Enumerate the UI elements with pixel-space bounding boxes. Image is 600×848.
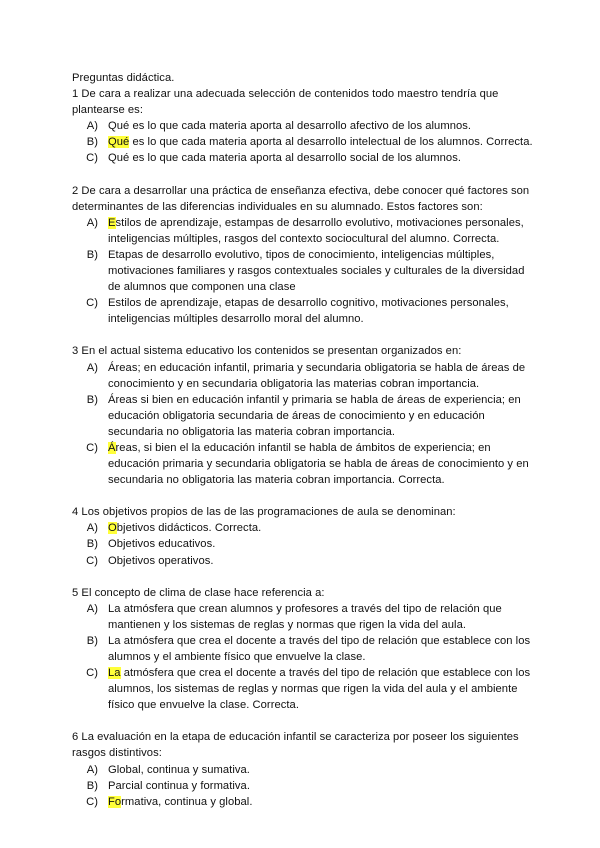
option-line-rest: bjetivos didácticos. Correcta. xyxy=(116,522,262,535)
question-text: 2 De cara a desarrollar una práctica de enseñanza efectiva, debe conocer qué factores son xyxy=(72,184,530,197)
option-line xyxy=(108,665,532,681)
document-page xyxy=(72,70,532,826)
question-block xyxy=(72,343,532,488)
option-text xyxy=(108,215,532,247)
option-line: secundaria no obligatoria las materia cobran importancia. xyxy=(108,425,396,438)
answer-option xyxy=(72,601,532,633)
option-label: C) xyxy=(86,297,98,310)
option-text xyxy=(108,150,532,166)
option-text xyxy=(108,247,532,295)
answer-option xyxy=(72,360,532,392)
question-block xyxy=(72,183,532,328)
question-text: 6 La evaluación en la etapa de educación infantil se caracteriza por poseer los siguientes xyxy=(72,731,519,744)
answer-option xyxy=(72,150,532,166)
option-line: Áreas; en educación infantil, primaria y secundaria obligatoria se habla de áreas de xyxy=(108,361,526,374)
option-label: A) xyxy=(86,522,98,535)
option-label: B) xyxy=(86,779,98,792)
answer-option xyxy=(72,553,532,569)
option-text xyxy=(108,778,532,794)
answer-option xyxy=(72,134,532,150)
question-list xyxy=(72,86,532,810)
question-text: determinantes de las diferencias individuales en su alumnado. Estos factores son: xyxy=(72,200,483,213)
option-text xyxy=(108,633,532,665)
option-line: Qué es lo que cada materia aporta al desarrollo social de los alumnos. xyxy=(108,152,461,165)
answer-option xyxy=(72,247,532,295)
option-line: inteligencias múltiples desarrollo moral del alumno. xyxy=(108,313,364,326)
option-line: Estilos de aprendizaje, etapas de desarrollo cognitivo, motivaciones personales, xyxy=(108,297,509,310)
option-line: Objetivos operativos. xyxy=(108,554,214,567)
option-line xyxy=(108,440,532,456)
answer-option xyxy=(72,295,532,327)
answer-option xyxy=(72,118,532,134)
option-text xyxy=(108,520,532,536)
answer-option xyxy=(72,665,532,713)
option-text xyxy=(108,134,533,150)
answer-option xyxy=(72,536,532,552)
highlight-mark: O xyxy=(108,522,117,535)
option-line-rest: reas, si bien el la educación infantil se habla de ámbitos de experiencia; en xyxy=(115,441,491,454)
option-text xyxy=(108,665,532,713)
option-line-rest: stilos de aprendizaje, estampas de desarrollo evolutivo, motivaciones personales, xyxy=(115,216,524,229)
option-label: B) xyxy=(86,136,98,149)
option-line: Etapas de desarrollo evolutivo, tipos de conocimiento, inteligencias múltiples, xyxy=(108,248,495,261)
highlight-mark: Qué xyxy=(108,136,130,149)
option-label: B) xyxy=(86,393,98,406)
question-text: 4 Los objetivos propios de las de las programaciones de aula se denominan: xyxy=(72,506,456,519)
answer-option xyxy=(72,520,532,536)
option-line: Objetivos educativos. xyxy=(108,538,216,551)
option-line: de alumnos que componen una clase xyxy=(108,281,296,294)
highlight-mark: E xyxy=(108,216,116,229)
option-line: alumnos, los sistemas de reglas y normas que rigen la vida del aula y el ambiente xyxy=(108,683,518,696)
option-line-rest: rmativa, continua y global. xyxy=(121,795,253,808)
option-line: mantienen y los sistemas de reglas y normas que rigen la vida del aula. xyxy=(108,618,467,631)
answer-option xyxy=(72,392,532,440)
option-line: educación primaria y secundaria obligatoria se habla de áreas de conocimiento y en xyxy=(108,458,529,471)
option-text xyxy=(108,536,532,552)
option-text xyxy=(108,295,532,327)
answer-option xyxy=(72,215,532,247)
option-line xyxy=(108,794,532,810)
option-label: A) xyxy=(86,763,98,776)
option-line xyxy=(108,215,532,231)
option-line: Global, continua y sumativa. xyxy=(108,763,250,776)
option-label: A) xyxy=(86,216,98,229)
option-text xyxy=(108,601,532,633)
answer-option xyxy=(72,794,532,810)
option-text xyxy=(108,762,532,778)
option-line: motivaciones familiares y rasgos contextuales sociales y culturales de la diversidad xyxy=(108,265,525,278)
option-text xyxy=(108,118,532,134)
question-text: rasgos distintivos: xyxy=(72,747,162,760)
question-text: plantearse es: xyxy=(72,104,143,117)
answer-option xyxy=(72,778,532,794)
option-label: C) xyxy=(86,152,98,165)
question-text: 3 En el actual sistema educativo los contenidos se presentan organizados en: xyxy=(72,345,462,358)
option-label: C) xyxy=(86,795,98,808)
option-line: conocimiento y en secundaria obligatoria las materias cobran importancia. xyxy=(108,377,480,390)
answer-option xyxy=(72,762,532,778)
option-line: Parcial continua y formativa. xyxy=(108,779,250,792)
option-line: educación obligatoria secundaria de áreas de conocimiento y en educación xyxy=(108,409,485,422)
option-line xyxy=(108,520,532,536)
option-line: Áreas si bien en educación infantil y primaria se habla de áreas de experiencia; en xyxy=(108,393,521,406)
option-line: alumnos y el ambiente físico que envuelve la clase. xyxy=(108,651,366,663)
option-line-rest: es lo que cada materia aporta al desarrollo intelectual de los alumnos. Correcta. xyxy=(129,136,533,149)
page-title: Preguntas didáctica. xyxy=(72,72,175,84)
option-label: B) xyxy=(86,538,98,551)
question-block xyxy=(72,729,532,809)
option-text xyxy=(108,360,532,392)
option-label: B) xyxy=(86,248,98,261)
option-label: C) xyxy=(86,554,98,567)
question-block xyxy=(72,585,532,714)
highlight-mark: Á xyxy=(108,441,116,454)
option-line: secundaria no obligatoria las materia cobran importancia. Correcta. xyxy=(108,474,445,487)
question-text: 5 El concepto de clima de clase hace referencia a: xyxy=(72,586,325,599)
question-block xyxy=(72,504,532,568)
option-label: B) xyxy=(86,634,98,647)
question-text: 1 De cara a realizar una adecuada selección de contenidos todo maestro tendría que xyxy=(72,88,499,101)
question-block xyxy=(72,86,532,166)
answer-option xyxy=(72,440,532,488)
option-label: A) xyxy=(86,120,98,133)
option-line-rest: atmósfera que crea el docente a través del tipo de relación que establece con los xyxy=(120,667,531,680)
highlight-mark: Fo xyxy=(108,795,122,808)
option-text xyxy=(108,553,532,569)
option-text xyxy=(108,440,532,488)
option-line: Qué es lo que cada materia aporta al desarrollo afectivo de los alumnos. xyxy=(108,120,472,133)
option-text xyxy=(108,794,532,810)
option-line: La atmósfera que crean alumnos y profesores a través del tipo de relación que xyxy=(108,602,502,615)
option-label: C) xyxy=(86,441,98,454)
option-line: La atmósfera que crea el docente a través del tipo de relación que establece con los xyxy=(108,634,531,647)
option-label: A) xyxy=(86,361,98,374)
option-line xyxy=(108,134,533,150)
answer-option xyxy=(72,633,532,665)
option-line: físico que envuelve la clase. Correcta. xyxy=(108,699,299,712)
option-label: A) xyxy=(86,602,98,615)
option-text xyxy=(108,392,532,440)
option-label: C) xyxy=(86,667,98,680)
option-line: inteligencias múltiples, rasgos del contexto sociocultural del alumno. Correcta. xyxy=(108,232,500,245)
highlight-mark: La xyxy=(108,667,121,680)
